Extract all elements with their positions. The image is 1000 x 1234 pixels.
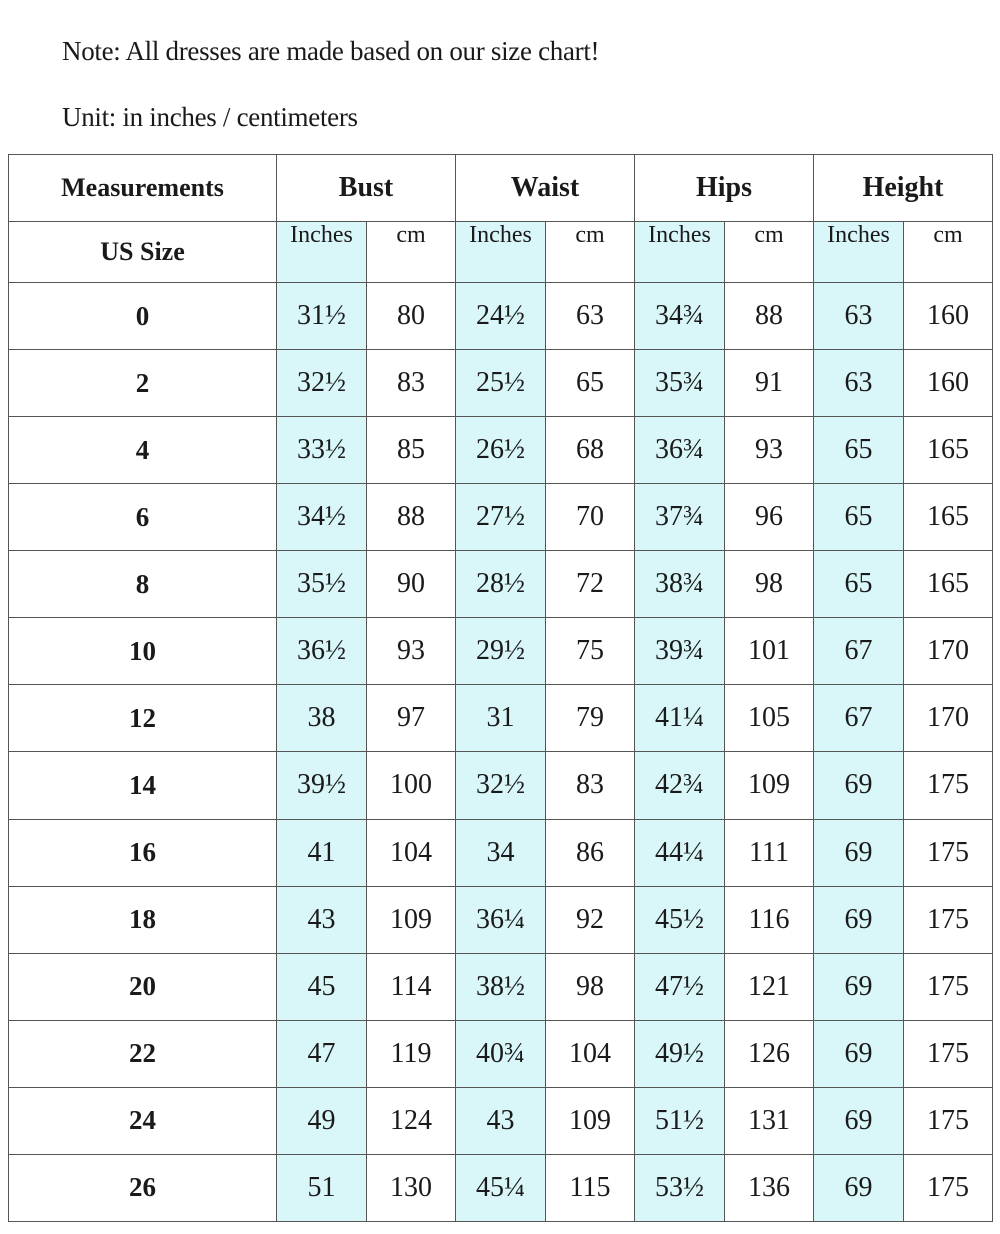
- waist-cm-cell: 115: [546, 1154, 635, 1221]
- waist-inches-cell: 25½: [456, 350, 546, 417]
- bust-cm-cell: 114: [367, 953, 456, 1020]
- height-inches-cell: 69: [814, 1087, 904, 1154]
- hips-cm-cell: 121: [725, 953, 814, 1020]
- height-cm-cell: 175: [904, 1154, 993, 1221]
- height-cm-cell: 175: [904, 953, 993, 1020]
- waist-inches-cell: 32½: [456, 752, 546, 819]
- hips-cm-cell: 96: [725, 484, 814, 551]
- table-row: [9, 484, 993, 551]
- bust-inches-cell: 51: [277, 1154, 367, 1221]
- bust-cm-header: cm: [367, 222, 456, 283]
- waist-cm-cell: 79: [546, 685, 635, 752]
- table-row: [9, 350, 993, 417]
- bust-inches-cell: 41: [277, 819, 367, 886]
- bust-inches-cell: 34½: [277, 484, 367, 551]
- bust-cm-cell: 97: [367, 685, 456, 752]
- height-inches-cell: 69: [814, 953, 904, 1020]
- height-cm-cell: 160: [904, 283, 993, 350]
- waist-cm-cell: 109: [546, 1087, 635, 1154]
- us-size-cell: 26: [9, 1154, 277, 1221]
- table-row: [9, 618, 993, 685]
- height-inches-cell: 63: [814, 350, 904, 417]
- height-cm-cell: 165: [904, 484, 993, 551]
- bust-inches-cell: 49: [277, 1087, 367, 1154]
- bust-cm-cell: 85: [367, 417, 456, 484]
- hips-inches-cell: 53½: [635, 1154, 725, 1221]
- us-size-header: US Size: [9, 222, 277, 283]
- waist-inches-cell: 26½: [456, 417, 546, 484]
- hips-inches-cell: 44¼: [635, 819, 725, 886]
- size-chart-note: Note: All dresses are made based on our size chart!: [62, 36, 600, 66]
- hips-inches-cell: 45½: [635, 886, 725, 953]
- hips-cm-cell: 126: [725, 1020, 814, 1087]
- bust-inches-cell: 31½: [277, 283, 367, 350]
- hips-cm-cell: 111: [725, 819, 814, 886]
- us-size-cell: 10: [9, 618, 277, 685]
- bust-inches-header: Inches: [277, 222, 367, 283]
- bust-inches-cell: 43: [277, 886, 367, 953]
- waist-cm-cell: 92: [546, 886, 635, 953]
- height-cm-cell: 175: [904, 886, 993, 953]
- waist-cm-cell: 86: [546, 819, 635, 886]
- waist-cm-cell: 63: [546, 283, 635, 350]
- waist-inches-cell: 43: [456, 1087, 546, 1154]
- waist-inches-cell: 29½: [456, 618, 546, 685]
- table-row: [9, 752, 993, 819]
- bust-cm-cell: 90: [367, 551, 456, 618]
- hips-inches-cell: 39¾: [635, 618, 725, 685]
- height-cm-cell: 175: [904, 1087, 993, 1154]
- height-cm-cell: 165: [904, 551, 993, 618]
- waist-inches-cell: 40¾: [456, 1020, 546, 1087]
- bust-inches-cell: 47: [277, 1020, 367, 1087]
- height-cm-cell: 170: [904, 618, 993, 685]
- height-inches-cell: 67: [814, 618, 904, 685]
- hips-cm-cell: 101: [725, 618, 814, 685]
- bust-cm-cell: 93: [367, 618, 456, 685]
- waist-cm-cell: 65: [546, 350, 635, 417]
- us-size-cell: 14: [9, 752, 277, 819]
- bust-header: Bust: [277, 155, 456, 222]
- height-inches-cell: 65: [814, 551, 904, 618]
- hips-inches-header: Inches: [635, 222, 725, 283]
- bust-cm-cell: 130: [367, 1154, 456, 1221]
- hips-inches-cell: 38¾: [635, 551, 725, 618]
- table-row: [9, 953, 993, 1020]
- hips-inches-cell: 42¾: [635, 752, 725, 819]
- us-size-cell: 24: [9, 1087, 277, 1154]
- bust-inches-cell: 39½: [277, 752, 367, 819]
- waist-cm-cell: 98: [546, 953, 635, 1020]
- hips-cm-cell: 98: [725, 551, 814, 618]
- bust-inches-cell: 33½: [277, 417, 367, 484]
- waist-cm-cell: 70: [546, 484, 635, 551]
- height-inches-cell: 69: [814, 1020, 904, 1087]
- table-row: [9, 283, 993, 350]
- bust-cm-cell: 109: [367, 886, 456, 953]
- hips-inches-cell: 49½: [635, 1020, 725, 1087]
- height-inches-cell: 67: [814, 685, 904, 752]
- bust-cm-cell: 119: [367, 1020, 456, 1087]
- measurements-header: Measurements: [9, 155, 277, 222]
- us-size-cell: 16: [9, 819, 277, 886]
- size-rows: [9, 283, 993, 1222]
- waist-inches-cell: 45¼: [456, 1154, 546, 1221]
- us-size-cell: 6: [9, 484, 277, 551]
- hips-cm-cell: 136: [725, 1154, 814, 1221]
- height-inches-cell: 69: [814, 752, 904, 819]
- hips-cm-cell: 116: [725, 886, 814, 953]
- waist-inches-cell: 28½: [456, 551, 546, 618]
- table-row: [9, 417, 993, 484]
- bust-inches-cell: 38: [277, 685, 367, 752]
- table-row: [9, 819, 993, 886]
- bust-cm-cell: 88: [367, 484, 456, 551]
- hips-inches-cell: 35¾: [635, 350, 725, 417]
- bust-inches-cell: 45: [277, 953, 367, 1020]
- waist-inches-cell: 38½: [456, 953, 546, 1020]
- height-inches-cell: 63: [814, 283, 904, 350]
- bust-inches-cell: 36½: [277, 618, 367, 685]
- group-header-row: [9, 155, 993, 222]
- bust-cm-cell: 104: [367, 819, 456, 886]
- waist-inches-cell: 31: [456, 685, 546, 752]
- height-cm-cell: 170: [904, 685, 993, 752]
- us-size-cell: 4: [9, 417, 277, 484]
- waist-cm-cell: 83: [546, 752, 635, 819]
- us-size-cell: 20: [9, 953, 277, 1020]
- height-inches-cell: 69: [814, 886, 904, 953]
- waist-inches-cell: 27½: [456, 484, 546, 551]
- height-header: Height: [814, 155, 993, 222]
- hips-inches-cell: 34¾: [635, 283, 725, 350]
- unit-label: Unit: in inches / centimeters: [62, 102, 358, 132]
- hips-inches-cell: 47½: [635, 953, 725, 1020]
- waist-header: Waist: [456, 155, 635, 222]
- table-row: [9, 1020, 993, 1087]
- us-size-cell: 8: [9, 551, 277, 618]
- table-row: [9, 685, 993, 752]
- table-row: [9, 1087, 993, 1154]
- hips-inches-cell: 36¾: [635, 417, 725, 484]
- hips-cm-cell: 109: [725, 752, 814, 819]
- height-cm-cell: 175: [904, 752, 993, 819]
- bust-cm-cell: 83: [367, 350, 456, 417]
- waist-cm-cell: 104: [546, 1020, 635, 1087]
- bust-cm-cell: 100: [367, 752, 456, 819]
- hips-cm-cell: 131: [725, 1087, 814, 1154]
- bust-inches-cell: 32½: [277, 350, 367, 417]
- waist-inches-header: Inches: [456, 222, 546, 283]
- waist-inches-cell: 36¼: [456, 886, 546, 953]
- hips-cm-cell: 91: [725, 350, 814, 417]
- us-size-cell: 18: [9, 886, 277, 953]
- us-size-cell: 0: [9, 283, 277, 350]
- waist-cm-cell: 72: [546, 551, 635, 618]
- height-cm-cell: 175: [904, 819, 993, 886]
- hips-inches-cell: 41¼: [635, 685, 725, 752]
- height-cm-cell: 175: [904, 1020, 993, 1087]
- size-chart-table: [8, 154, 993, 1222]
- bust-cm-cell: 80: [367, 283, 456, 350]
- height-inches-cell: 65: [814, 417, 904, 484]
- height-inches-cell: 65: [814, 484, 904, 551]
- bust-cm-cell: 124: [367, 1087, 456, 1154]
- height-inches-cell: 69: [814, 1154, 904, 1221]
- height-cm-header: cm: [904, 222, 993, 283]
- table-row: [9, 886, 993, 953]
- hips-inches-cell: 37¾: [635, 484, 725, 551]
- hips-inches-cell: 51½: [635, 1087, 725, 1154]
- us-size-cell: 2: [9, 350, 277, 417]
- table-row: [9, 1154, 993, 1221]
- bust-inches-cell: 35½: [277, 551, 367, 618]
- height-cm-cell: 160: [904, 350, 993, 417]
- hips-cm-header: cm: [725, 222, 814, 283]
- hips-cm-cell: 105: [725, 685, 814, 752]
- waist-cm-header: cm: [546, 222, 635, 283]
- waist-cm-cell: 68: [546, 417, 635, 484]
- height-inches-header: Inches: [814, 222, 904, 283]
- us-size-cell: 22: [9, 1020, 277, 1087]
- waist-inches-cell: 34: [456, 819, 546, 886]
- unit-header-row: [9, 222, 993, 283]
- table-row: [9, 551, 993, 618]
- us-size-cell: 12: [9, 685, 277, 752]
- height-cm-cell: 165: [904, 417, 993, 484]
- waist-inches-cell: 24½: [456, 283, 546, 350]
- hips-cm-cell: 93: [725, 417, 814, 484]
- hips-cm-cell: 88: [725, 283, 814, 350]
- height-inches-cell: 69: [814, 819, 904, 886]
- hips-header: Hips: [635, 155, 814, 222]
- waist-cm-cell: 75: [546, 618, 635, 685]
